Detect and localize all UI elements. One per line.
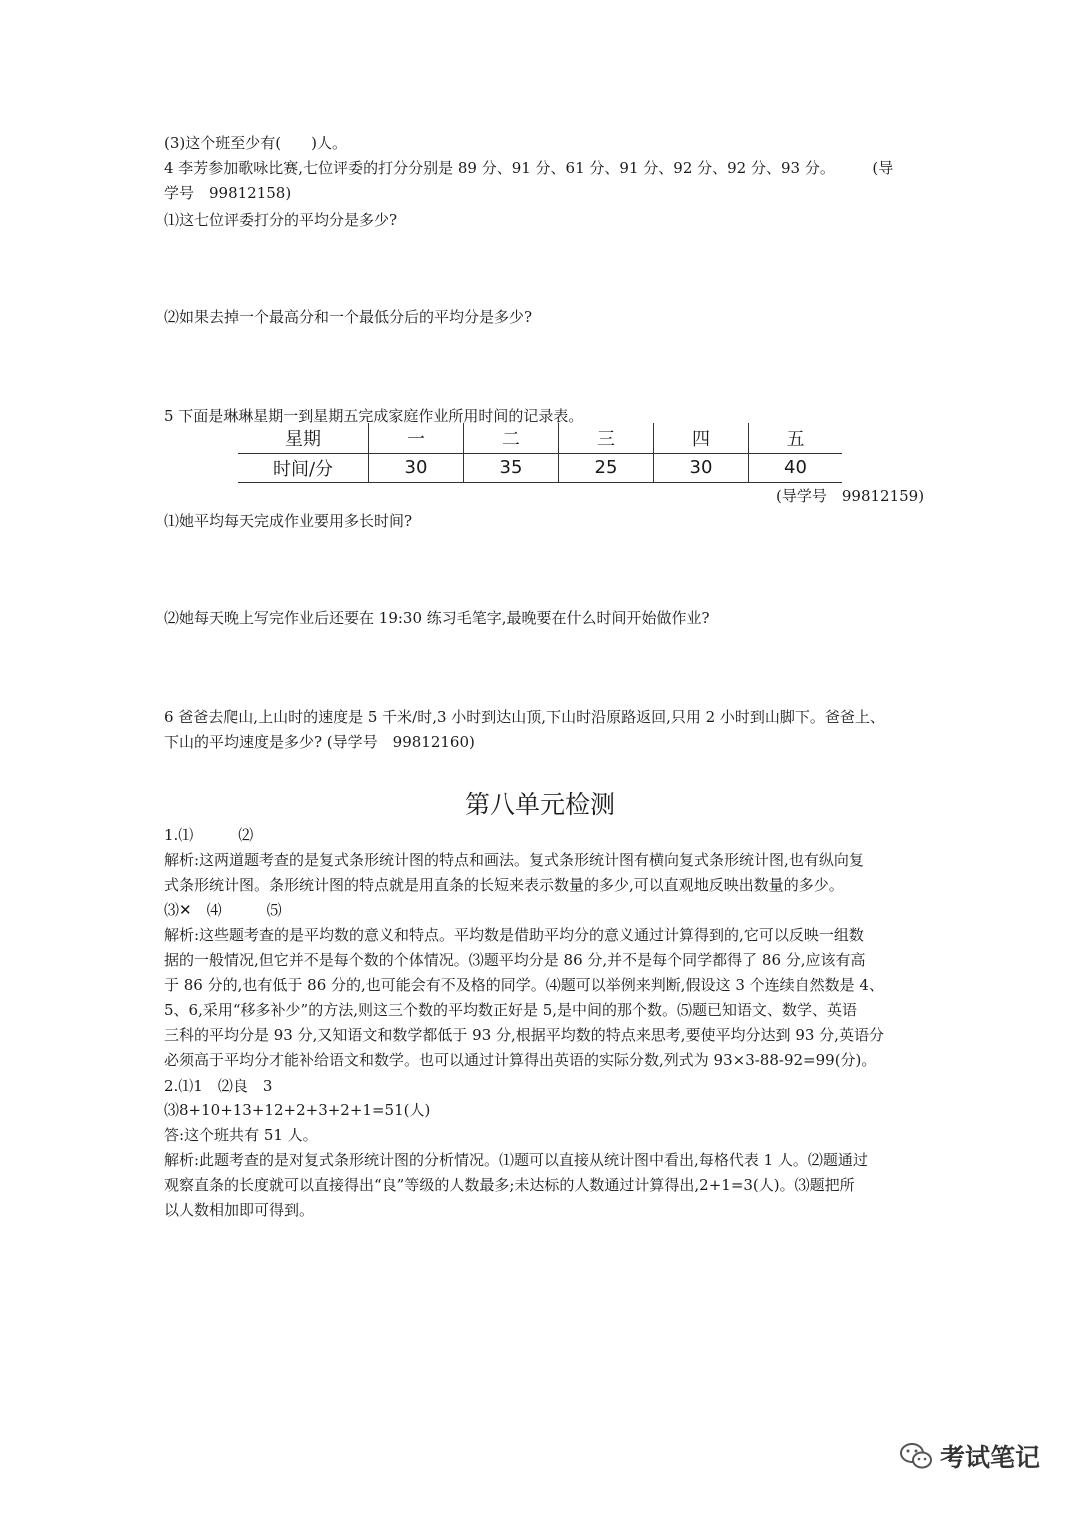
table-cell: 30 (653, 453, 748, 482)
table-cell: 二 (463, 423, 558, 453)
homework-time-table (238, 423, 842, 483)
answer-2-3: ⑶8+10+13+12+2+3+2+1=51(人) (164, 1101, 431, 1119)
table-cell: 30 (368, 453, 463, 482)
table-header-weekday: 星期 (285, 429, 321, 450)
question-6-line-2: 下山的平均速度是多少? (导学号 99812160) (164, 733, 475, 751)
table-cell: 一 (368, 423, 463, 453)
analysis-3-line-1: 解析:此题考查的是对复式条形统计图的分析情况。⑴题可以直接从统计图中看出,每格代表 1 人。⑵题通过 (164, 1151, 868, 1169)
analysis-3-line-2: 观察直条的长度就可以直接得出“良”等级的人数最多;未达标的人数通过计算得出,2+1=3(人)。⑶题把所 (164, 1176, 855, 1194)
table-cell: 25 (558, 453, 653, 482)
question-5-1: ⑴她平均每天完成作业要用多长时间? (164, 512, 413, 530)
question-4-2: ⑵如果去掉一个最高分和一个最低分后的平均分是多少? (164, 308, 533, 326)
question-5-intro: 5 下面是琳琳星期一到星期五完成家庭作业所用时间的记录表。 (164, 407, 584, 425)
question-5-2: ⑵她每天晚上写完作业后还要在 19:30 练习毛笔字,最晚要在什么时间开始做作业? (164, 609, 710, 627)
table-row-weekday (238, 423, 842, 454)
table-cell: 40 (748, 453, 842, 482)
answer-2-conclusion: 答:这个班共有 51 人。 (164, 1126, 318, 1144)
answer-1-3: ⑶✕ ⑷ ⑸ (164, 901, 282, 919)
analysis-1-line-2: 式条形统计图。条形统计图的特点就是用直条的长短来表示数量的多少,可以直观地反映出数量的多少。 (164, 876, 844, 894)
analysis-2-line-1: 解析:这些题考查的是平均数的意义和特点。平均数是借助平均分的意义通过计算得到的,它可以反映一组数 (164, 926, 864, 944)
watermark (898, 1436, 1040, 1476)
table-row-time (238, 453, 842, 483)
analysis-2-line-4: 5、6,采用“移多补少”的方法,则这三个数的平均数正好是 5,是中间的那个数。⑸题已知语文、数学、英语 (164, 1001, 858, 1019)
table-header-time: 时间/分 (272, 458, 334, 480)
table-cell: 35 (463, 453, 558, 482)
analysis-2-line-2: 据的一般情况,但它并不是每个数的个体情况。⑶题平均分是 86 分,并不是每个同学都得了 86 分,应该有高 (164, 951, 866, 969)
question-5-ref: (导学号 99812159) (776, 487, 925, 505)
analysis-1-line-1: 解析:这两道题考查的是复式条形统计图的特点和画法。复式条形统计图有横向复式条形统计图,也有纵向复 (164, 851, 864, 869)
analysis-2-line-6: 必须高于平均分才能补给语文和数学。也可以通过计算得出英语的实际分数,列式为 93×3-88-92=99(分)。 (164, 1051, 877, 1069)
question-3-3: (3)这个班至少有( )人。 (164, 134, 347, 152)
analysis-3-line-3: 以人数相加即可得到。 (164, 1201, 315, 1219)
section-title: 第八单元检测 (464, 790, 615, 819)
answer-2-1: 2.⑴1 ⑵良 3 (164, 1077, 273, 1095)
analysis-2-line-5: 三科的平均分是 93 分,又知语文和数学都低于 93 分,根据平均数的特点来思考,要使平均分达到 93 分,英语分 (164, 1026, 884, 1044)
watermark-text: 考试笔记 (940, 1443, 1041, 1472)
table-cell: 四 (653, 423, 748, 453)
question-4-line-2: 学号 99812158) (164, 184, 292, 202)
question-6-line-1: 6 爸爸去爬山,上山时的速度是 5 千米/时,3 小时到达山顶,下山时沿原路返回,只用 2 小时到山脚下。爸爸上、 (164, 708, 885, 726)
analysis-2-line-3: 于 86 分的,也有低于 86 分的,也可能会有不及格的同学。⑷题可以举例来判断,假设这 3 个连续自然数是 4、 (164, 976, 884, 994)
answer-1-1: 1.⑴ ⑵ (164, 826, 254, 844)
question-4-1: ⑴这七位评委打分的平均分是多少? (164, 211, 398, 229)
table-cell: 三 (558, 423, 653, 453)
wechat-icon (898, 1441, 934, 1471)
table-cell: 五 (748, 423, 842, 453)
question-4-line-1: 4 李芳参加歌咏比赛,七位评委的打分分别是 89 分、91 分、61 分、91 分、92 分、92 分、93 分。 (导 (164, 159, 894, 177)
